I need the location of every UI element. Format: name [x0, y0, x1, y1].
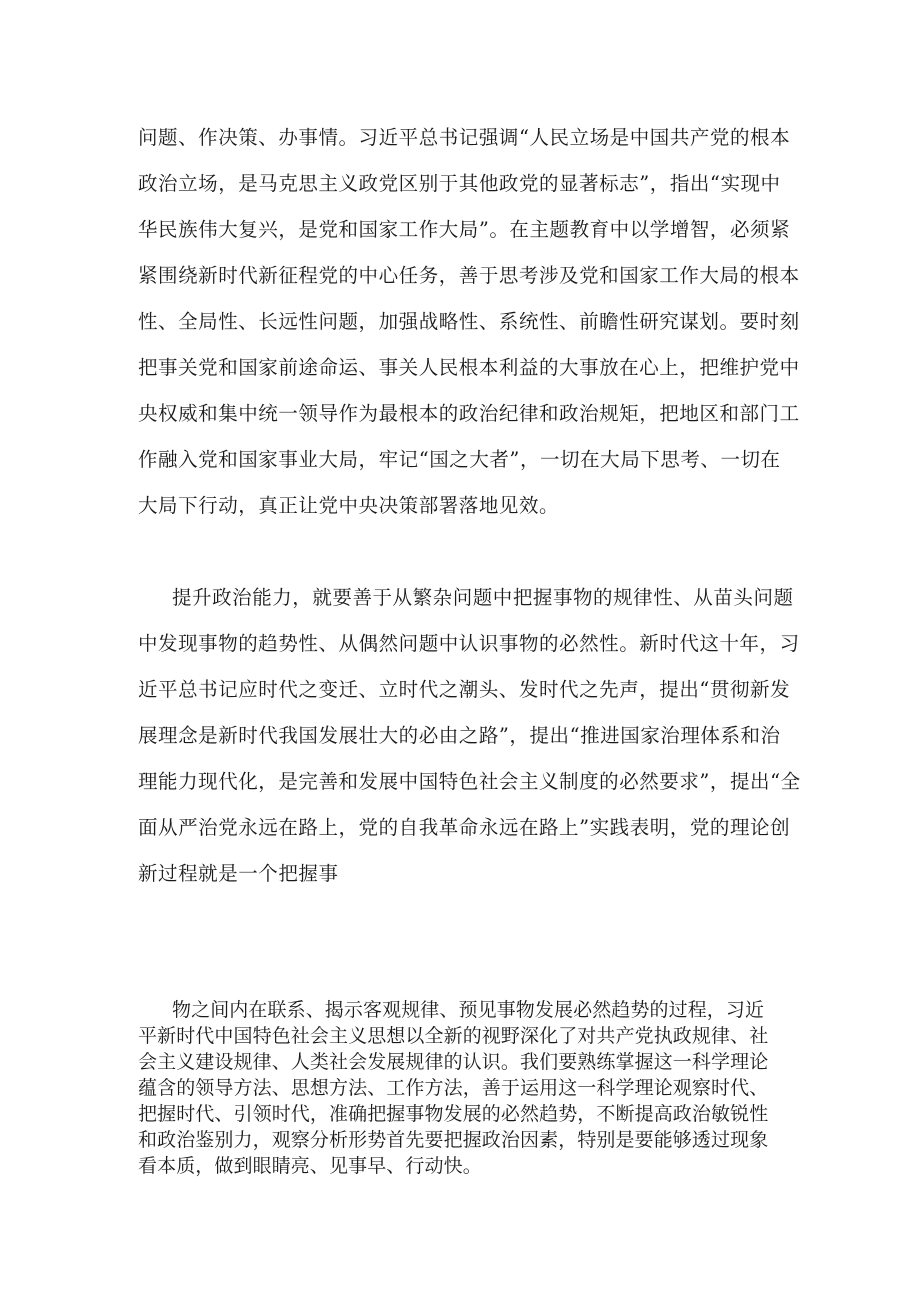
paragraph-line: 新过程就是一个把握事	[138, 862, 339, 885]
paragraph-line: 理能力现代化，是完善和发展中国特色社会主义制度的必然要求”，提出“全	[138, 770, 801, 793]
paragraph-line: 蕴含的领导方法、思想方法、工作方法，善于运用这一科学理论观察时代、	[138, 1077, 769, 1099]
paragraph-line: 作融入党和国家事业大局，牢记“国之大者”，一切在大局下思考、一切在	[138, 448, 781, 471]
paragraph-line: 展理念是新时代我国发展壮大的必由之路”，提出“推进国家治理体系和治	[138, 724, 781, 747]
paragraph-line: 提升政治能力，就要善于从繁杂问题中把握事物的规律性、从苗头问题	[172, 586, 794, 609]
paragraph-line: 平新时代中国特色社会主义思想以全新的视野深化了对共产党执政规律、社	[138, 1025, 769, 1047]
paragraph-line: 面从严治党永远在路上，党的自我革命永远在路上”实践表明，党的理论创	[138, 816, 791, 839]
paragraph-line: 近平总书记应时代之变迁、立时代之潮头、发时代之先声，提出“贯彻新发	[138, 678, 791, 701]
paragraph-line: 大局下行动，真正让党中央决策部署落地见效。	[138, 494, 560, 517]
paragraph-line: 看本质，做到眼睛亮、见事早、行动快。	[138, 1155, 482, 1177]
paragraph-line: 央权威和集中统一领导作为最根本的政治纪律和政治规矩，把地区和部门工	[138, 402, 800, 425]
paragraph-line: 物之间内在联系、揭示客观规律、预见事物发展必然趋势的过程，习近	[172, 999, 765, 1021]
paragraph-line: 会主义建设规律、人类社会发展规律的认识。我们要熟练掌握这一科学理论	[138, 1051, 769, 1073]
paragraph-line: 紧围绕新时代新征程党的中心任务，善于思考涉及党和国家工作大局的根本	[138, 264, 800, 287]
paragraph-line: 华民族伟大复兴，是党和国家工作大局”。在主题教育中以学增智，必须紧	[138, 218, 791, 241]
paragraph-line: 性、全局性、长远性问题，加强战略性、系统性、前瞻性研究谋划。要时刻	[138, 310, 800, 333]
paragraph-line: 问题、作决策、办事情。习近平总书记强调“人民立场是中国共产党的根本	[138, 126, 791, 149]
paragraph-line: 中发现事物的趋势性、从偶然问题中认识事物的必然性。新时代这十年，习	[138, 632, 800, 655]
paragraph-line: 和政治鉴别力，观察分析形势首先要把握政治因素，特别是要能够透过现象	[138, 1129, 769, 1151]
paragraph-line: 把事关党和国家前途命运、事关人民根本利益的大事放在心上，把维护党中	[138, 356, 800, 379]
paragraph-line: 把握时代、引领时代，准确把握事物发展的必然趋势，不断提高政治敏锐性	[138, 1103, 769, 1125]
paragraph-line: 政治立场，是马克思主义政党区别于其他政党的显著标志”，指出“实现中	[138, 172, 781, 195]
